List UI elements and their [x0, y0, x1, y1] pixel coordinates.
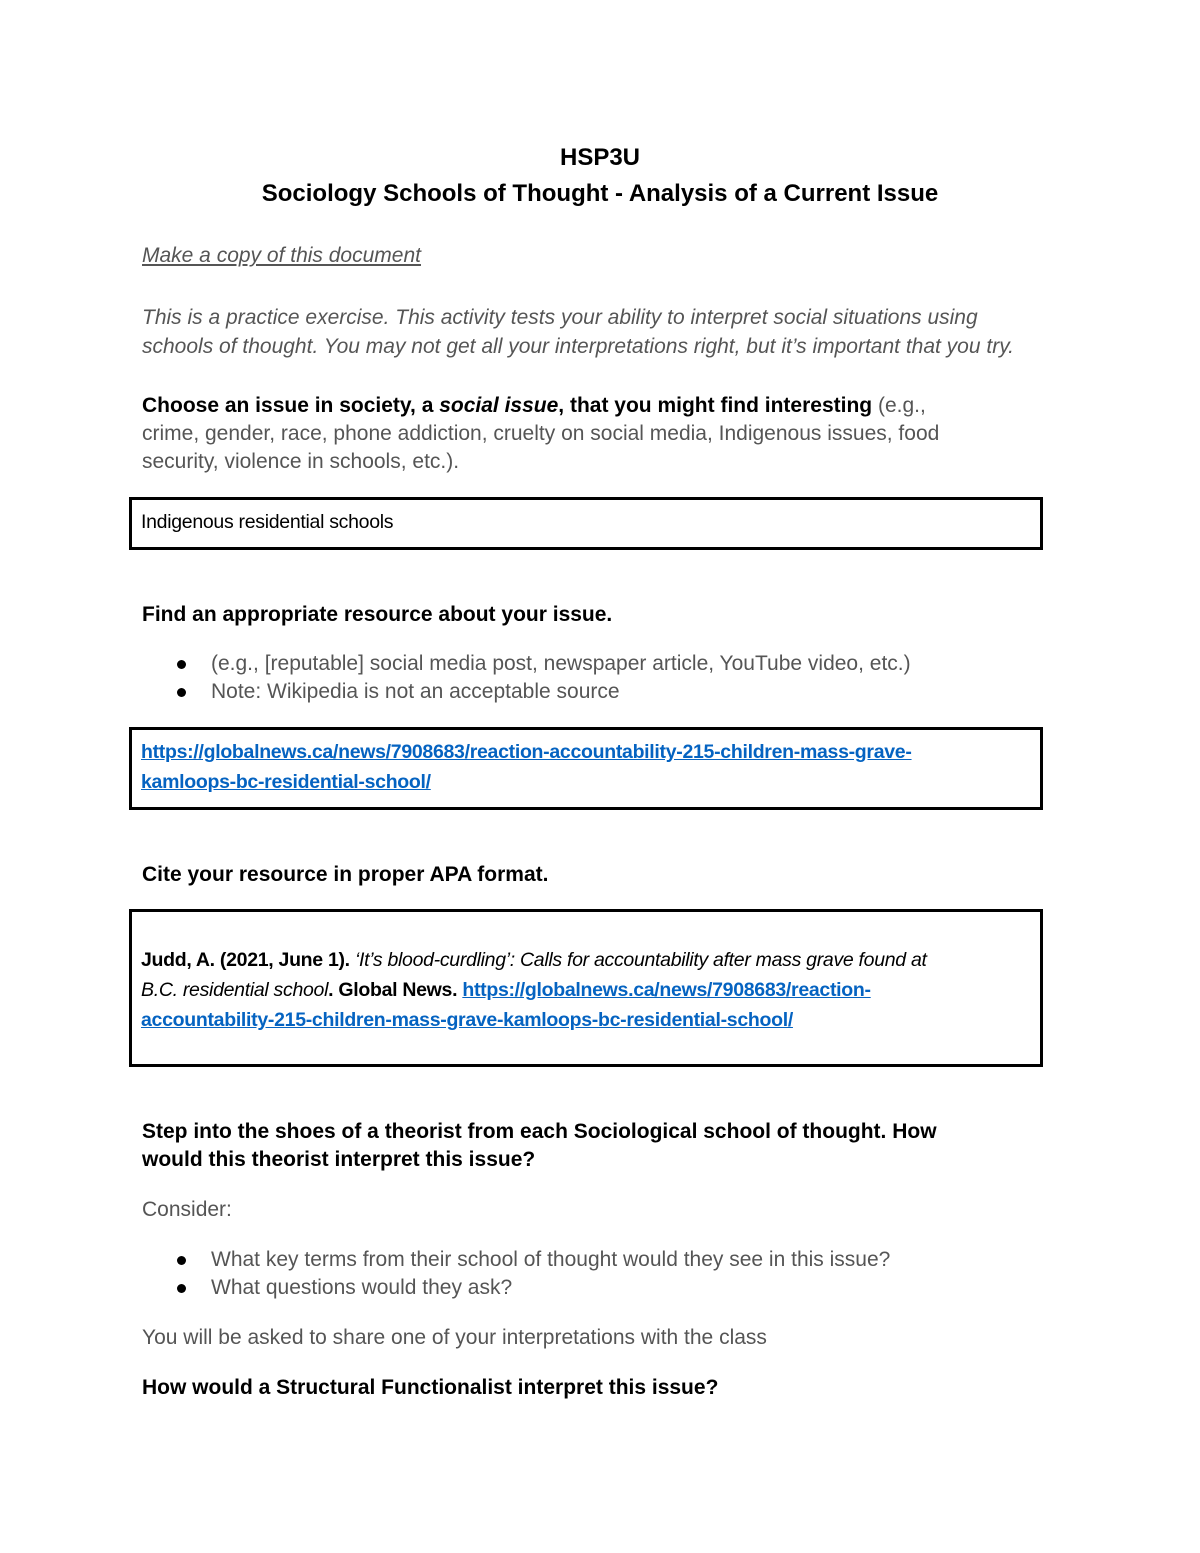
choose-issue-prompt: [142, 392, 1062, 420]
consider-label: Consider:: [142, 1198, 232, 1221]
page-title: Sociology Schools of Thought - Analysis of a Current Issue: [261, 180, 939, 207]
cite-heading: Cite your resource in proper APA format.: [142, 863, 549, 886]
share-note: You will be asked to share one of your interpretations with the class: [142, 1326, 767, 1349]
choose-examples-line-3: security, violence in schools, etc.).: [142, 450, 460, 473]
step-heading-line-1: Step into the shoes of a theorist from each Sociological school of thought. How: [142, 1120, 937, 1143]
resource-heading: Find an appropriate resource about your issue.: [142, 603, 613, 626]
citation-line-2: [141, 979, 871, 1002]
choose-bold-a: Choose an issue in society, a: [142, 394, 440, 417]
citation-title-2: B.C. residential school: [141, 979, 329, 1001]
issue-answer-text: Indigenous residential schools: [141, 511, 394, 533]
bullet-icon: [177, 660, 186, 669]
citation-title-1: ‘It’s blood-curdling’: Calls for accountability after mass grave found at: [354, 949, 927, 971]
resource-bullet-list: [142, 650, 1062, 706]
make-copy-link[interactable]: Make a copy of this document: [142, 244, 421, 267]
course-code: HSP3U: [559, 144, 641, 171]
resource-link-box: [129, 727, 1043, 810]
bullet-icon: [177, 688, 186, 697]
citation-publisher: . Global News.: [328, 979, 463, 1001]
structural-heading: How would a Structural Functionalist interpret this issue?: [142, 1376, 719, 1399]
list-item: Note: Wikipedia is not an acceptable source: [142, 678, 1062, 706]
intro-line-1: This is a practice exercise. This activity tests your ability to interpret social situations using: [142, 306, 978, 329]
citation-url-2[interactable]: accountability-215-children-mass-grave-kamloops-bc-residential-school/: [141, 1009, 793, 1031]
bullet-icon: [177, 1284, 186, 1293]
resource-link-line-2[interactable]: kamloops-bc-residential-school/: [141, 771, 431, 793]
citation-author: Judd, A. (2021, June 1).: [141, 949, 355, 971]
citation-line-1: [141, 949, 927, 972]
intro-line-2: schools of thought. You may not get all your interpretations right, but it’s important that you try.: [142, 335, 1014, 358]
choose-examples-line-2: crime, gender, race, phone addiction, cruelty on social media, Indigenous issues, food: [142, 422, 940, 445]
consider-bullet-list: [142, 1246, 1062, 1302]
choose-rest: (e.g.,: [872, 394, 926, 417]
choose-bold-italic: social issue: [439, 394, 559, 417]
choose-bold-b: , that you might find interesting: [558, 394, 873, 417]
citation-box: [129, 909, 1043, 1067]
citation-url-1[interactable]: https://globalnews.ca/news/7908683/reaction-: [462, 979, 871, 1001]
list-item: What key terms from their school of thought would they see in this issue?: [142, 1246, 1062, 1274]
list-item: What questions would they ask?: [142, 1274, 1062, 1302]
resource-link-line-1[interactable]: https://globalnews.ca/news/7908683/reaction-accountability-215-children-mass-grave-: [141, 741, 912, 763]
list-item: (e.g., [reputable] social media post, newspaper article, YouTube video, etc.): [142, 650, 1062, 678]
issue-answer-box[interactable]: [129, 497, 1043, 550]
step-heading-line-2: would this theorist interpret this issue?: [142, 1148, 536, 1171]
bullet-icon: [177, 1256, 186, 1265]
